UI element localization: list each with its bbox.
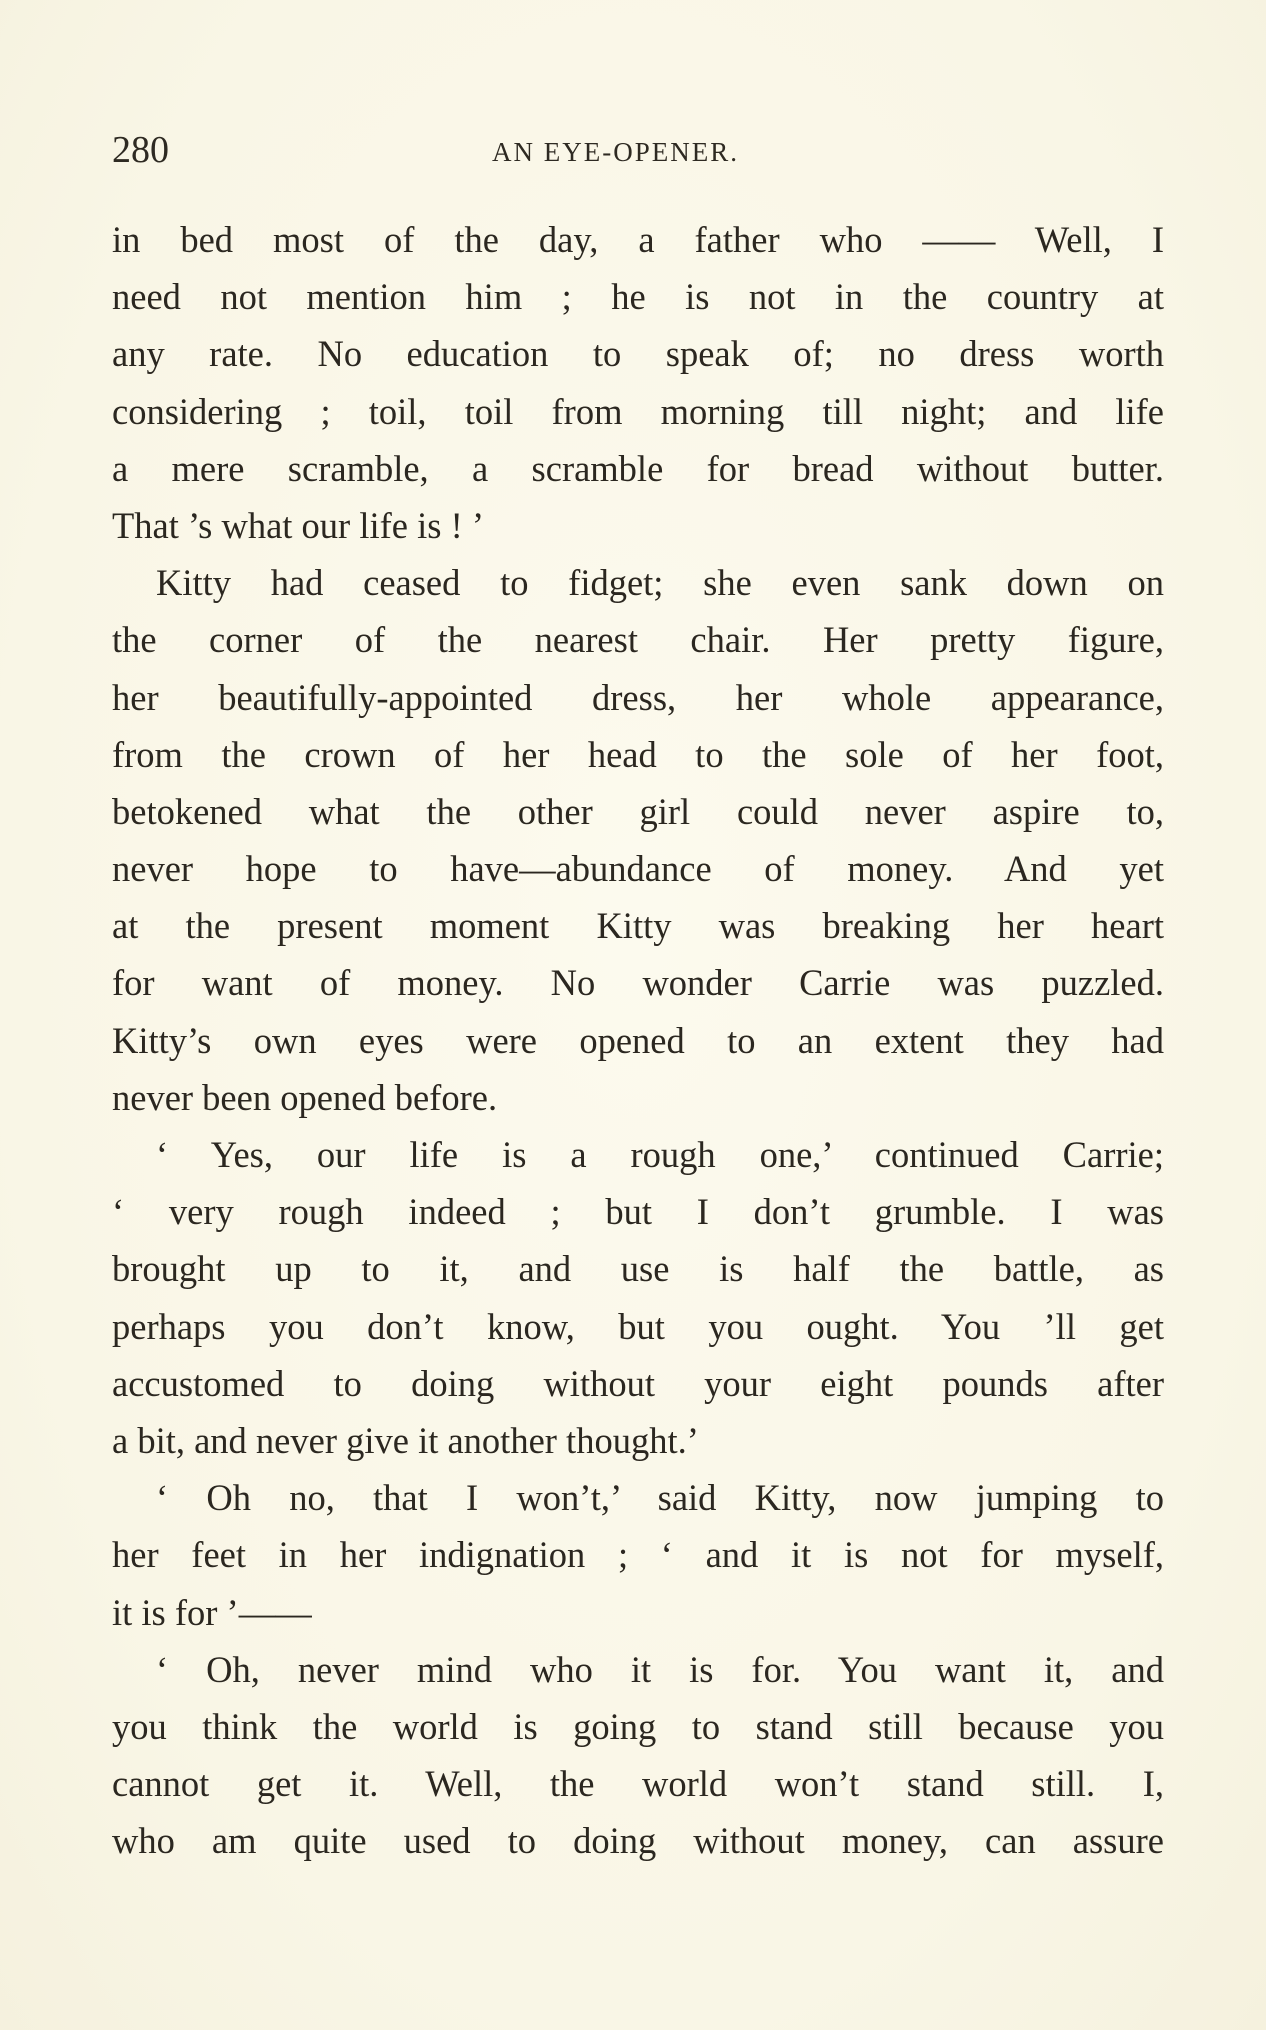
text-line: at the present moment Kitty was breaking her heart [112,905,1164,947]
text-line: in bed most of the day, a father who —— Well, I [112,219,1164,260]
body-text [112,211,1164,1869]
running-title: AN EYE-OPENER. [492,137,739,167]
text-line: you think the world is going to stand still because you [112,1705,1164,1747]
text-line: Kitty’s own eyes were opened to an extent they had [112,1019,1164,1061]
text-line: That ’s what our life is ! ’ [112,504,485,546]
text-line: never hope to have—abundance of money. And yet [112,848,1164,890]
text-line: considering ; toil, toil from morning till night; and life [112,390,1164,432]
text-line: accustomed to doing without your eight pounds after [112,1362,1164,1404]
text-line: ‘ very rough indeed ; but I don’t grumble. I was [112,1191,1164,1233]
text-line: for want of money. No wonder Carrie was puzzled. [112,962,1164,1004]
text-line: brought up to it, and use is half the battle, as [112,1248,1164,1290]
text-line: ‘ Yes, our life is a rough one,’ continued Carrie; [156,1134,1164,1175]
text-line: who am quite used to doing without money, can assure [112,1820,1164,1862]
text-line: cannot get it. Well, the world won’t stand still. I, [112,1763,1164,1805]
text-line: it is for ’—— [112,1591,312,1633]
text-line: her feet in her indignation ; ‘ and it is not for myself, [112,1534,1164,1576]
text-line: need not mention him ; he is not in the country at [112,276,1164,318]
text-line: any rate. No education to speak of; no dress worth [112,333,1164,375]
text-line: her beautifully-appointed dress, her whole appearance, [112,676,1164,718]
text-line: a bit, and never give it another thought.’ [112,1419,699,1461]
text-line: the corner of the nearest chair. Her pretty figure, [112,619,1164,661]
page-number: 280 [112,129,169,171]
text-line: perhaps you don’t know, but you ought. You ’ll get [112,1305,1164,1347]
running-head [112,128,1162,172]
text-line: never been opened before. [112,1076,498,1118]
text-line: ‘ Oh no, that I won’t,’ said Kitty, now jumping to [156,1477,1164,1519]
text-line: ‘ Oh, never mind who it is for. You want it, and [156,1648,1164,1690]
text-line: from the crown of her head to the sole of her foot, [112,733,1164,775]
text-line: betokened what the other girl could never aspire to, [112,790,1164,832]
text-line: Kitty had ceased to fidget; she even sank down on [156,562,1164,604]
text-line: a mere scramble, a scramble for bread without butter. [112,447,1164,489]
